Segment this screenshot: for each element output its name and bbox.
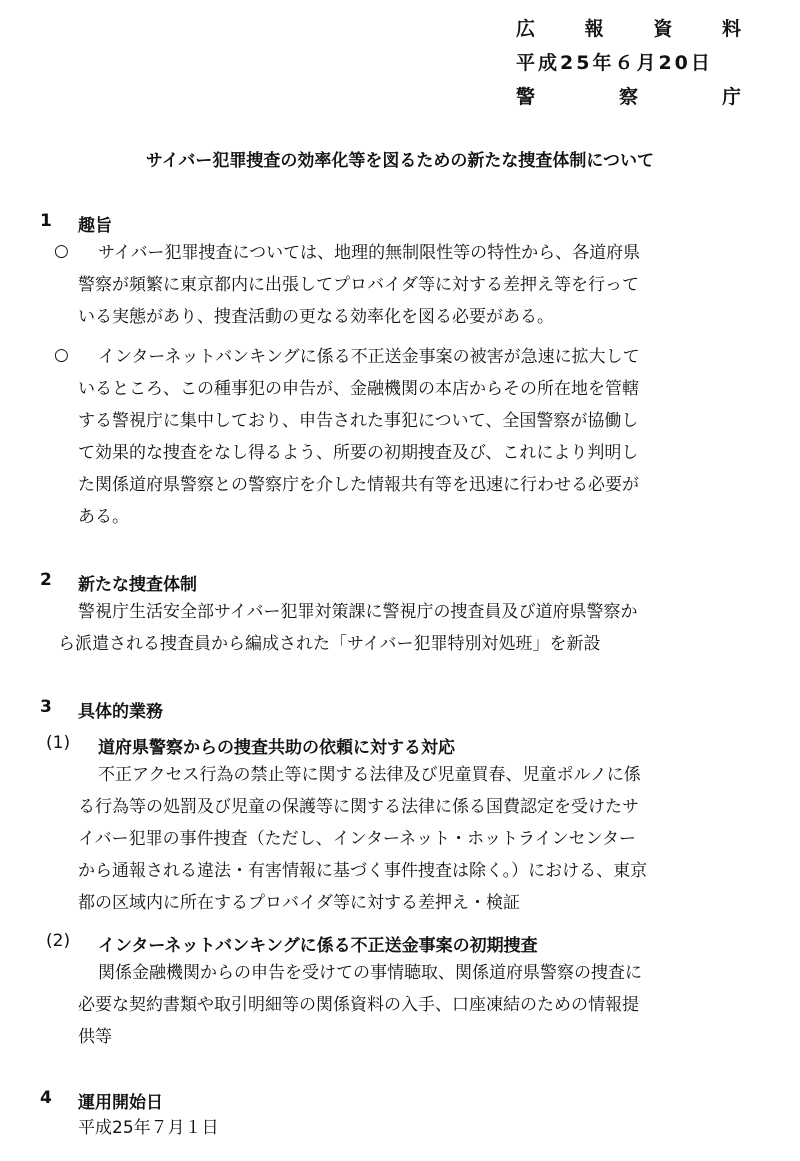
doc-type-char: 広	[516, 18, 537, 40]
item-2-line: 必要な契約書類や取引明細等の関係資料の入手、口座凍結のための情報提	[78, 995, 639, 1015]
section-4-number: 4	[40, 1088, 52, 1108]
section-1-number: 1	[40, 211, 52, 231]
item-1-label: (1)	[46, 733, 71, 753]
item-1-line: る行為等の処罰及び児童の保護等に関する法律に係る国費認定を受けたサ	[78, 797, 639, 817]
section-1-heading: 趣旨	[78, 216, 112, 236]
bullet-mark: ○	[54, 241, 69, 261]
doc-type-char: 報	[584, 18, 605, 40]
section-2-heading: 新たな捜査体制	[78, 575, 197, 595]
bullet-2-line: て効果的な捜査をなし得るよう、所要の初期捜査及び、これにより判明し	[78, 443, 639, 463]
bullet-1-line: 警察が頻繁に東京都内に出張してプロバイダ等に対する差押え等を行って	[78, 275, 639, 295]
bullet-2-line: た関係道府県警察との警察庁を介した情報共有等を迅速に行わせる必要が	[78, 475, 639, 495]
item-2-heading: インターネットバンキングに係る不正送金事案の初期捜査	[98, 936, 538, 956]
item-2-label: (2)	[46, 931, 71, 951]
bullet-1-line: サイバー犯罪捜査については、地理的無制限性等の特性から、各道府県	[98, 243, 641, 263]
bullet-mark: ○	[54, 345, 69, 365]
item-2-line: 供等	[78, 1027, 112, 1047]
bullet-2-line: ある。	[78, 507, 129, 527]
doc-type-char: 料	[721, 18, 742, 40]
agency-char: 察	[618, 86, 639, 108]
start-date: 平成25年７月１日	[78, 1118, 219, 1138]
bullet-2-line: する警視庁に集中しており、申告された事犯について、全国警察が協働し	[78, 411, 639, 431]
bullet-2-line: インターネットバンキングに係る不正送金事案の被害が急速に拡大して	[98, 347, 640, 367]
issue-date: 平成25年６月20日	[516, 52, 713, 74]
agency-char: 庁	[721, 86, 742, 108]
document-title: サイバー犯罪捜査の効率化等を図るための新たな捜査体制について	[145, 151, 655, 171]
agency-char: 警	[516, 86, 537, 108]
agency-name	[516, 82, 742, 109]
doc-type-label	[516, 14, 742, 41]
item-1-line: イバー犯罪の事件捜査（ただし、インターネット・ホットラインセンター	[78, 829, 636, 849]
section-3-heading: 具体的業務	[78, 702, 163, 722]
bullet-2-line: いるところ、この種事犯の申告が、金融機関の本店からその所在地を管轄	[78, 379, 639, 399]
section-2-number: 2	[40, 570, 52, 590]
section-4-heading: 運用開始日	[78, 1093, 163, 1113]
item-1-heading: 道府県警察からの捜査共助の依頼に対する対応	[98, 738, 455, 758]
item-1-line: 都の区域内に所在するプロバイダ等に対する差押え・検証	[78, 893, 520, 913]
item-1-line: から通報される違法・有害情報に基づく事件捜査は除く。）における、東京	[78, 861, 648, 881]
bullet-1-line: いる実態があり、捜査活動の更なる効率化を図る必要がある。	[78, 307, 554, 327]
doc-type-char: 資	[653, 18, 674, 40]
section-2-line: ら派遣される捜査員から編成された「サイバー犯罪特別対処班」を新設	[58, 634, 601, 654]
section-2-line: 警視庁生活安全部サイバー犯罪対策課に警視庁の捜査員及び道府県警察か	[78, 602, 638, 622]
item-1-line: 不正アクセス行為の禁止等に関する法律及び児童買春、児童ポルノに係	[98, 765, 641, 785]
item-2-line: 関係金融機関からの申告を受けての事情聴取、関係道府県警察の捜査に	[98, 963, 642, 983]
section-3-number: 3	[40, 697, 52, 717]
